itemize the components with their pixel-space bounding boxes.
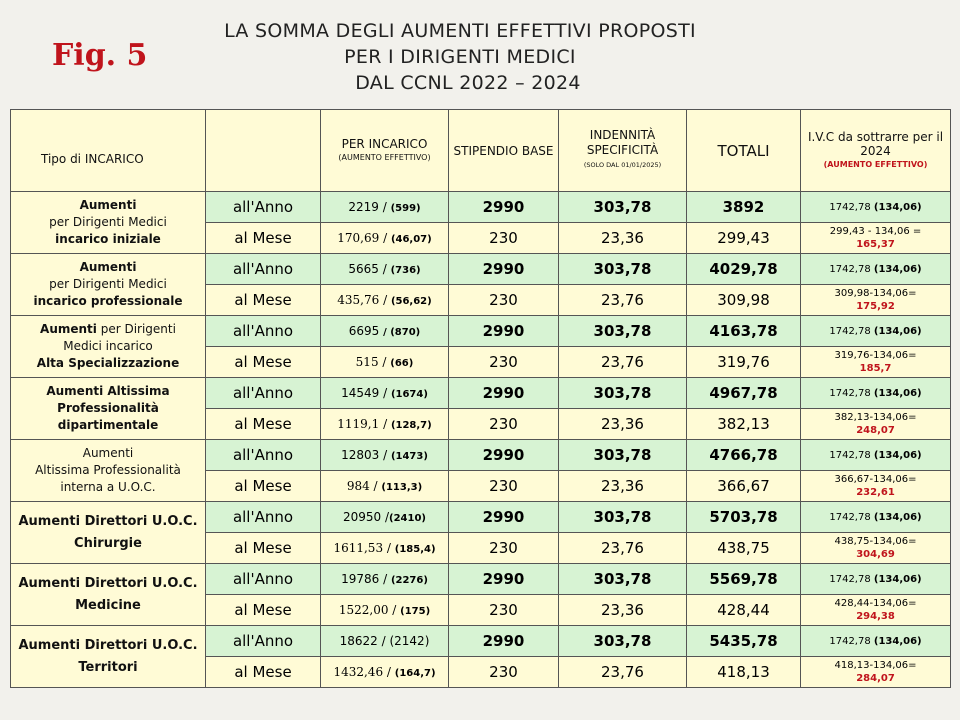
category-text: Altissima Professionalità	[35, 463, 181, 477]
period-cell: al Mese	[206, 347, 321, 378]
totali-cell: 3892	[687, 192, 801, 223]
ivc-value: 1742,78	[829, 511, 874, 523]
category-text: Chirurgie	[74, 535, 142, 551]
ivc-value: 1742,78	[829, 449, 874, 461]
category-text: Aumenti Direttori U.O.C.	[18, 513, 198, 529]
ivc-cell	[801, 347, 951, 378]
table-row-anno	[11, 378, 951, 409]
per-incarico-cell	[321, 657, 449, 688]
period-cell: all'Anno	[206, 254, 321, 285]
totali-cell: 382,13	[687, 409, 801, 440]
per-incarico-value: 18622 / (2142)	[339, 634, 430, 648]
header-indennita-sub: (SOLO DAL 01/01/2025)	[583, 161, 662, 169]
ivc-cell	[801, 657, 951, 688]
ivc-cell	[801, 595, 951, 626]
header-ivc	[801, 110, 951, 192]
totali-cell: 366,67	[687, 471, 801, 502]
ivc-calc: 299,43 - 134,06 =	[829, 226, 922, 237]
title-line-2: PER I DIRIGENTI MEDICI	[344, 46, 576, 68]
per-incarico-value: 984 /	[346, 479, 382, 493]
per-incarico-value: 515 /	[355, 355, 391, 369]
category-text: Aumenti Direttori U.O.C.	[18, 637, 198, 653]
ivc-cell	[801, 192, 951, 223]
totali-cell: 428,44	[687, 595, 801, 626]
stipendio-cell: 2990	[449, 378, 559, 409]
per-incarico-effective: (2410)	[389, 513, 426, 524]
per-incarico-effective: (736)	[390, 265, 421, 276]
ivc-cell	[801, 626, 951, 657]
ivc-calc: 438,75-134,06=	[834, 536, 917, 547]
ivc-effective: (134,06)	[873, 573, 922, 585]
ivc-result: 294,38	[856, 611, 895, 622]
per-incarico-cell	[321, 533, 449, 564]
per-incarico-value: 2219 /	[348, 200, 391, 214]
ivc-cell	[801, 254, 951, 285]
category-text: Alta Specializzazione	[36, 356, 180, 370]
period-cell: al Mese	[206, 595, 321, 626]
stipendio-cell: 2990	[449, 192, 559, 223]
ivc-cell	[801, 316, 951, 347]
ivc-result: 185,7	[859, 363, 892, 374]
per-incarico-effective: (175)	[400, 606, 431, 617]
category-cell	[11, 192, 206, 254]
category-text: incarico professionale	[33, 294, 183, 308]
indennita-cell: 23,76	[559, 347, 687, 378]
per-incarico-value: 19786 /	[341, 572, 391, 586]
ivc-calc: 418,13-134,06=	[834, 660, 917, 671]
per-incarico-cell	[321, 223, 449, 254]
per-incarico-cell	[321, 285, 449, 316]
totali-cell: 5703,78	[687, 502, 801, 533]
category-cell	[11, 564, 206, 626]
category-text: dipartimentale	[57, 418, 159, 432]
per-incarico-effective: (1674)	[390, 389, 428, 400]
category-text: Medicine	[75, 597, 141, 613]
category-text: per Dirigenti	[96, 322, 176, 336]
ivc-cell	[801, 285, 951, 316]
table-row-anno	[11, 316, 951, 347]
per-incarico-value: 20950 /	[342, 510, 390, 524]
per-incarico-value: 1432,46 /	[333, 665, 395, 679]
per-incarico-effective: (46,07)	[390, 234, 432, 245]
stipendio-cell: 230	[449, 657, 559, 688]
stipendio-cell: 230	[449, 595, 559, 626]
per-incarico-effective: (113,3)	[381, 482, 423, 493]
category-text: per Dirigenti Medici	[49, 215, 167, 229]
category-text: Aumenti Altissima	[46, 384, 170, 398]
increases-table	[10, 109, 951, 688]
indennita-cell: 303,78	[559, 626, 687, 657]
indennita-cell: 303,78	[559, 316, 687, 347]
category-text: Aumenti	[82, 446, 134, 460]
totali-cell: 5435,78	[687, 626, 801, 657]
indennita-cell: 23,36	[559, 409, 687, 440]
header-tipo-incarico: Tipo di INCARICO	[11, 110, 206, 192]
per-incarico-cell	[321, 254, 449, 285]
category-cell	[11, 316, 206, 378]
stipendio-cell: 230	[449, 223, 559, 254]
totali-cell: 299,43	[687, 223, 801, 254]
per-incarico-effective: (185,4)	[394, 544, 436, 555]
period-cell: all'Anno	[206, 626, 321, 657]
ivc-result: 232,61	[856, 487, 895, 498]
period-cell: al Mese	[206, 223, 321, 254]
per-incarico-effective: / (870)	[383, 327, 421, 338]
period-cell: all'Anno	[206, 564, 321, 595]
table-row-anno	[11, 502, 951, 533]
ivc-calc: 366,67-134,06=	[834, 474, 917, 485]
category-cell	[11, 440, 206, 502]
ivc-calc: 319,76-134,06=	[834, 350, 917, 361]
category-text: Medici incarico	[63, 339, 153, 353]
totali-cell: 438,75	[687, 533, 801, 564]
indennita-cell: 303,78	[559, 502, 687, 533]
per-incarico-value: 1522,00 /	[338, 603, 401, 617]
ivc-effective: (134,06)	[873, 635, 922, 647]
category-text: incarico iniziale	[55, 232, 161, 246]
ivc-cell	[801, 502, 951, 533]
ivc-cell	[801, 471, 951, 502]
per-incarico-value: 1611,53 /	[333, 541, 395, 555]
stipendio-cell: 2990	[449, 316, 559, 347]
indennita-cell: 23,76	[559, 533, 687, 564]
totali-cell: 418,13	[687, 657, 801, 688]
category-text: per Dirigenti Medici	[49, 277, 167, 291]
indennita-cell: 23,36	[559, 595, 687, 626]
header-totali: TOTALI	[687, 110, 801, 192]
ivc-value: 1742,78	[829, 635, 874, 647]
per-incarico-cell	[321, 502, 449, 533]
indennita-cell: 23,76	[559, 657, 687, 688]
header-per-incarico	[321, 110, 449, 192]
category-text: Aumenti	[79, 198, 137, 212]
category-text: Professionalità	[57, 401, 159, 415]
per-incarico-cell	[321, 409, 449, 440]
header-per-incarico-sub: (AUMENTO EFFETTIVO)	[338, 152, 431, 162]
header-period	[206, 110, 321, 192]
title-line-3: DAL CCNL 2022 – 2024	[355, 72, 581, 94]
ivc-value: 1742,78	[829, 387, 874, 399]
ivc-effective: (134,06)	[873, 263, 922, 275]
ivc-calc: 382,13-134,06=	[834, 412, 917, 423]
stipendio-cell: 230	[449, 285, 559, 316]
period-cell: all'Anno	[206, 440, 321, 471]
period-cell: al Mese	[206, 533, 321, 564]
ivc-cell	[801, 533, 951, 564]
ivc-cell	[801, 409, 951, 440]
category-cell	[11, 378, 206, 440]
period-cell: al Mese	[206, 409, 321, 440]
per-incarico-cell	[321, 595, 449, 626]
ivc-cell	[801, 564, 951, 595]
per-incarico-cell	[321, 626, 449, 657]
totali-cell: 4163,78	[687, 316, 801, 347]
period-cell: all'Anno	[206, 316, 321, 347]
per-incarico-cell	[321, 564, 449, 595]
per-incarico-cell	[321, 440, 449, 471]
stipendio-cell: 230	[449, 471, 559, 502]
header-ivc-label: I.V.C da sottrarre per il 2024	[807, 129, 944, 158]
ivc-value: 1742,78	[829, 573, 874, 585]
per-incarico-cell	[321, 192, 449, 223]
ivc-result: 248,07	[856, 425, 895, 436]
ivc-result: 165,37	[856, 239, 895, 250]
category-text: Aumenti Direttori U.O.C.	[18, 575, 198, 591]
indennita-cell: 303,78	[559, 192, 687, 223]
table-row-anno	[11, 626, 951, 657]
per-incarico-effective: (599)	[390, 203, 421, 214]
period-cell: al Mese	[206, 471, 321, 502]
stipendio-cell: 230	[449, 409, 559, 440]
stipendio-cell: 2990	[449, 626, 559, 657]
table-row-anno	[11, 440, 951, 471]
totali-cell: 5569,78	[687, 564, 801, 595]
per-incarico-cell	[321, 316, 449, 347]
per-incarico-value: 14549 /	[341, 386, 391, 400]
per-incarico-cell	[321, 378, 449, 409]
ivc-calc: 309,98-134,06=	[834, 288, 917, 299]
per-incarico-effective: (128,7)	[390, 420, 432, 431]
per-incarico-value: 1119,1 /	[337, 417, 391, 431]
page-title	[150, 18, 770, 96]
per-incarico-value: 6695	[348, 324, 384, 338]
ivc-effective: (134,06)	[873, 387, 922, 399]
table-row-anno	[11, 564, 951, 595]
ivc-effective: (134,06)	[873, 201, 922, 213]
per-incarico-effective: (2276)	[390, 575, 428, 586]
stipendio-cell: 2990	[449, 440, 559, 471]
indennita-cell: 303,78	[559, 254, 687, 285]
ivc-result: 304,69	[856, 549, 895, 560]
per-incarico-value: 12803 /	[341, 448, 391, 462]
period-cell: al Mese	[206, 657, 321, 688]
indennita-cell: 303,78	[559, 378, 687, 409]
ivc-cell	[801, 223, 951, 254]
per-incarico-value: 5665 /	[348, 262, 391, 276]
header-ivc-sub: (AUMENTO EFFETTIVO)	[823, 159, 928, 169]
category-text: Aumenti	[79, 260, 137, 274]
header-indennita-label: INDENNITÀ SPECIFICITÀ	[586, 128, 659, 157]
totali-cell: 319,76	[687, 347, 801, 378]
table-body	[11, 192, 951, 688]
totali-cell: 4967,78	[687, 378, 801, 409]
ivc-result: 175,92	[856, 301, 895, 312]
table-row-anno	[11, 254, 951, 285]
per-incarico-effective: (1473)	[390, 451, 428, 462]
period-cell: al Mese	[206, 285, 321, 316]
category-text: interna a U.O.C.	[60, 480, 156, 494]
totali-cell: 4029,78	[687, 254, 801, 285]
stipendio-cell: 2990	[449, 564, 559, 595]
category-text: Territori	[78, 659, 138, 675]
header-per-incarico-label: PER INCARICO	[341, 136, 428, 151]
figure-label: Fig. 5	[52, 38, 148, 73]
per-incarico-cell	[321, 471, 449, 502]
indennita-cell: 23,76	[559, 285, 687, 316]
ivc-value: 1742,78	[829, 263, 874, 275]
ivc-value: 1742,78	[829, 325, 874, 337]
ivc-calc: 428,44-134,06=	[834, 598, 917, 609]
title-line-1: LA SOMMA DEGLI AUMENTI EFFETTIVI PROPOSTI	[224, 20, 696, 42]
stipendio-cell: 230	[449, 347, 559, 378]
ivc-effective: (134,06)	[873, 325, 922, 337]
indennita-cell: 23,36	[559, 223, 687, 254]
ivc-cell	[801, 440, 951, 471]
indennita-cell: 23,36	[559, 471, 687, 502]
stipendio-cell: 2990	[449, 254, 559, 285]
stipendio-cell: 2990	[449, 502, 559, 533]
indennita-cell: 303,78	[559, 440, 687, 471]
period-cell: all'Anno	[206, 378, 321, 409]
header-indennita	[559, 110, 687, 192]
header-row	[11, 110, 951, 192]
ivc-effective: (134,06)	[873, 511, 922, 523]
per-incarico-value: 435,76 /	[337, 293, 391, 307]
per-incarico-effective: (164,7)	[394, 668, 436, 679]
period-cell: all'Anno	[206, 502, 321, 533]
period-cell: all'Anno	[206, 192, 321, 223]
indennita-cell: 303,78	[559, 564, 687, 595]
per-incarico-effective: (66)	[390, 358, 414, 369]
category-cell	[11, 626, 206, 688]
category-text: Aumenti	[40, 322, 97, 336]
totali-cell: 309,98	[687, 285, 801, 316]
ivc-cell	[801, 378, 951, 409]
ivc-value: 1742,78	[829, 201, 874, 213]
category-cell	[11, 502, 206, 564]
per-incarico-value: 170,69 /	[337, 231, 391, 245]
ivc-result: 284,07	[856, 673, 895, 684]
category-cell	[11, 254, 206, 316]
per-incarico-effective: (56,62)	[390, 296, 432, 307]
stipendio-cell: 230	[449, 533, 559, 564]
totali-cell: 4766,78	[687, 440, 801, 471]
header-stipendio-base: STIPENDIO BASE	[449, 110, 559, 192]
per-incarico-cell	[321, 347, 449, 378]
table-row-anno	[11, 192, 951, 223]
ivc-effective: (134,06)	[873, 449, 922, 461]
